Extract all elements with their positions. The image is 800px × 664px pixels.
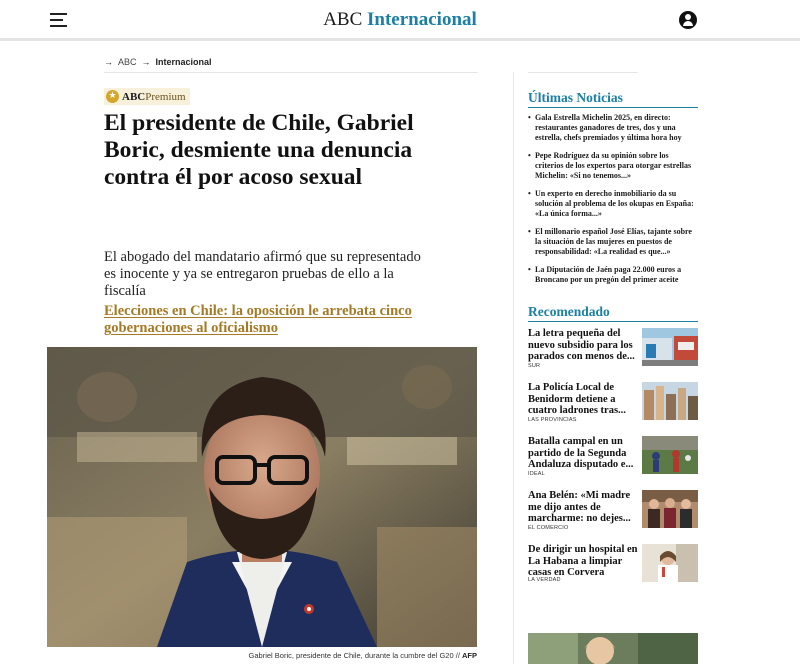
- list-item[interactable]: [528, 227, 698, 257]
- premium-label: Premium: [145, 90, 186, 103]
- latest-news-headline: El millonario español José Elías, tajante sobre la situación de las mujeres en puestos de responsabilidad: «La realidad es que...»: [535, 227, 692, 256]
- recommended-source: EL COMERCIO: [528, 525, 569, 531]
- related-article-link[interactable]: Elecciones en Chile: la oposición le arrebata cinco gobernaciones al oficialismo: [104, 303, 412, 336]
- caption-text: Gabriel Boric, presidente de Chile, durante la cumbre del G20: [248, 651, 454, 660]
- recommended-headline: La letra pequeña del nuevo subsidio para los parados con menos de...: [528, 328, 635, 362]
- bottom-photo-image: [528, 633, 698, 664]
- bullet-icon: •: [528, 113, 531, 122]
- woman-photo-image: [642, 544, 698, 582]
- recommended-headline: La Policía Local de Benidorm detiene a cuatro ladrones tras...: [528, 382, 626, 416]
- article-headline: El presidente de Chile, Gabriel Boric, desmiente una denuncia contra él por acoso sexual: [104, 110, 414, 190]
- caption-separator: //: [455, 651, 462, 660]
- recommended-source: IDEAL: [528, 471, 545, 477]
- arrow-right-icon: →: [141, 57, 151, 67]
- list-item[interactable]: [528, 113, 698, 143]
- office-photo-image: [642, 328, 698, 366]
- latest-news-title-rule: [528, 107, 698, 108]
- article-subtitle: El abogado del mandatario afirmó que su representado es inocente y ya se entregaron pruebas de ello a la fiscalía: [104, 249, 421, 299]
- bullet-icon: •: [528, 227, 531, 236]
- recommended-headline: Batalla campal en un partido de la Segunda Andaluza disputado e...: [528, 436, 634, 470]
- recommended-source: LAS PROVINCIAS: [528, 417, 577, 423]
- sidebar-top-rule: [528, 72, 638, 73]
- recommended-title[interactable]: Recomendado: [528, 304, 610, 319]
- article-main-photo: [47, 347, 477, 647]
- breadcrumb-divider: [104, 72, 478, 73]
- recommended-thumbnail: [642, 490, 698, 528]
- star-icon: ★: [106, 90, 119, 103]
- recommended-item[interactable]: [528, 328, 698, 374]
- list-item[interactable]: [528, 189, 698, 219]
- recommended-item[interactable]: [528, 436, 698, 482]
- header-divider: [0, 38, 800, 41]
- latest-news-headline: La Diputación de Jaén paga 22.000 euros a Broncano por un pregón del primer aceite: [535, 265, 682, 284]
- photo-caption: [47, 651, 477, 660]
- sidebar-divider: [513, 72, 514, 664]
- breadcrumb-item-internacional[interactable]: Internacional: [155, 57, 212, 67]
- arrow-right-icon: →: [104, 57, 113, 67]
- recommended-thumbnail: [642, 436, 698, 474]
- list-item[interactable]: [528, 151, 698, 181]
- recommended-source: SUR: [528, 363, 541, 369]
- premium-badge: [104, 88, 190, 105]
- logo-section: Internacional: [367, 9, 477, 30]
- recommended-source: LA VERDAD: [528, 577, 561, 583]
- recommended-bottom-photo: [528, 633, 698, 664]
- recommended-item[interactable]: [528, 490, 698, 536]
- latest-news-list: [528, 113, 698, 293]
- site-header: [0, 0, 800, 40]
- user-icon[interactable]: [679, 11, 697, 29]
- latest-news-title[interactable]: Últimas Noticias: [528, 90, 623, 105]
- latest-news-headline: Gala Estrella Michelin 2025, en directo: restaurantes ganadores de tres, dos y una estrella, chefs premiados y última hora hoy: [535, 113, 682, 142]
- logo-brand: ABC: [323, 9, 363, 30]
- city-photo-image: [642, 382, 698, 420]
- list-item[interactable]: [528, 265, 698, 285]
- football-photo-image: [642, 436, 698, 474]
- latest-news-headline: Un experto en derecho inmobiliario da su solución al problema de los okupas en España: «La única forma...»: [535, 189, 694, 218]
- bullet-icon: •: [528, 189, 531, 198]
- recommended-thumbnail: [642, 382, 698, 420]
- photo-credit: AFP: [462, 651, 477, 660]
- breadcrumb: [104, 57, 212, 67]
- recommended-thumbnail: [642, 544, 698, 582]
- breadcrumb-item-abc[interactable]: ABC: [118, 57, 137, 67]
- recommended-headline: Ana Belén: «Mi madre me dijo antes de marcharme: no dejes...: [528, 490, 631, 524]
- recommended-title-rule: [528, 321, 698, 322]
- premium-brand: ABC: [122, 90, 146, 103]
- bullet-icon: •: [528, 265, 531, 274]
- boric-photo-image: [47, 347, 477, 647]
- bullet-icon: •: [528, 151, 531, 160]
- recommended-headline: De dirigir un hospital en La Habana a limpiar casas en Corvera: [528, 544, 638, 578]
- recommended-thumbnail: [642, 328, 698, 366]
- people-photo-image: [642, 490, 698, 528]
- latest-news-headline: Pepe Rodríguez da su opinión sobre los criterios de los expertos para otorgar estrellas Michelin: «Si no tenemos...»: [535, 151, 692, 180]
- recommended-item[interactable]: [528, 544, 698, 590]
- recommended-item[interactable]: [528, 382, 698, 428]
